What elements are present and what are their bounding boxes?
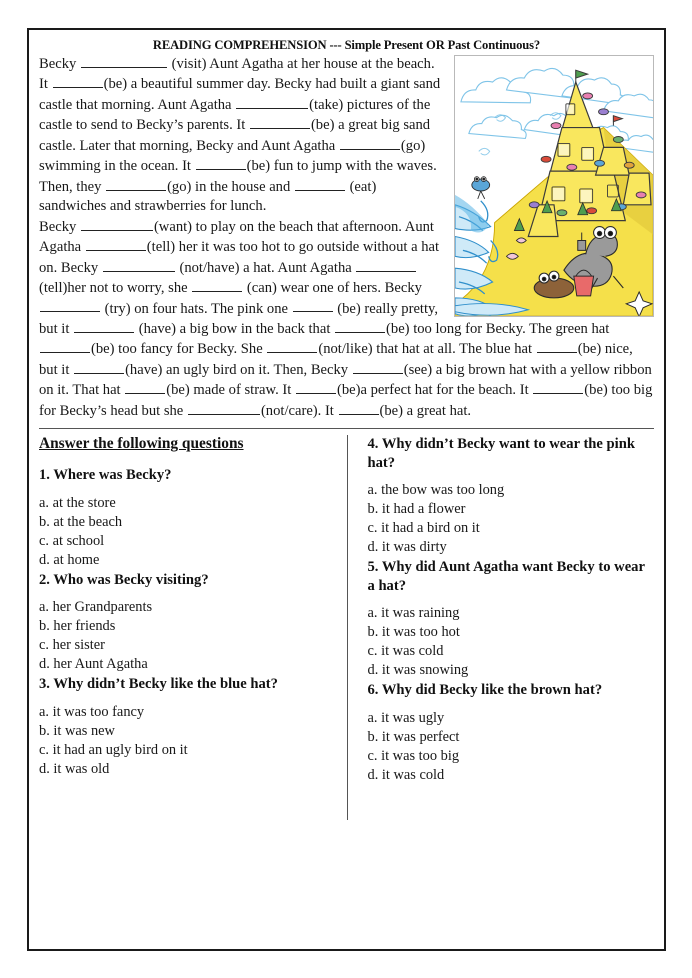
- choice-3d[interactable]: d. it was old: [39, 760, 110, 777]
- fill-in-blank[interactable]: [533, 380, 583, 394]
- choice-3b[interactable]: b. it was new: [39, 722, 115, 739]
- fill-in-blank[interactable]: [106, 177, 166, 191]
- fill-in-blank[interactable]: [340, 136, 400, 150]
- fill-in-blank[interactable]: [192, 278, 242, 292]
- questions-section: [39, 435, 654, 820]
- fill-in-blank[interactable]: [196, 156, 246, 170]
- choice-1a[interactable]: a. at the store: [39, 494, 116, 511]
- question-6-text: 6. Why did Becky like the brown hat?: [367, 682, 603, 699]
- choice-5b[interactable]: b. it was too hot: [367, 624, 460, 641]
- choice-1d[interactable]: d. at home: [39, 551, 100, 568]
- question-3-choices: [39, 703, 335, 779]
- choice-1b[interactable]: b. at the beach: [39, 513, 123, 530]
- choice-2c[interactable]: c. her sister: [39, 637, 105, 654]
- fill-in-blank[interactable]: [74, 319, 134, 333]
- illustration-svg: [455, 56, 653, 316]
- fill-in-blank[interactable]: [295, 177, 345, 191]
- fill-in-blank[interactable]: [267, 339, 317, 353]
- section-divider: [39, 428, 654, 429]
- choice-6a[interactable]: a. it was ugly: [367, 709, 445, 726]
- fill-in-blank[interactable]: [40, 299, 100, 313]
- page-title: READING COMPREHENSION --- Simple Present OR Past Continuous?: [152, 38, 541, 52]
- choice-6b[interactable]: b. it was perfect: [367, 728, 460, 745]
- story-paragraph-1: Becky (visit) Aunt Agatha at her house at the beach. It (be) a beautiful summer day. Becky had built a giant sand castle that morning. Aunt Agatha (take) pictures of the castle to send to Becky’s parents. It (be) a great big sand castle. Later that morning, Becky and Aunt Agatha (go) swimming in the ocean. It (be) fun to jump with the waves. Then, they (go) in the house and (eat) sandwiches and strawberries for lunch.: [39, 55, 441, 215]
- worksheet-border-frame: [27, 28, 666, 951]
- choice-3a[interactable]: a. it was too fancy: [39, 703, 145, 720]
- question-1-text: 1. Where was Becky?: [39, 467, 172, 484]
- choice-6d[interactable]: d. it was cold: [367, 766, 445, 783]
- fill-in-blank[interactable]: [250, 115, 310, 129]
- fill-in-blank[interactable]: [53, 74, 103, 88]
- answers-heading: Answer the following questions: [39, 435, 244, 453]
- question-block-3: [39, 675, 335, 779]
- question-block-1: [39, 466, 335, 570]
- choice-2a[interactable]: a. her Grandparents: [39, 599, 153, 616]
- question-2-choices: [39, 598, 335, 674]
- choice-4d[interactable]: d. it was dirty: [367, 539, 447, 556]
- fill-in-blank[interactable]: [537, 339, 577, 353]
- fill-in-blank[interactable]: [335, 319, 385, 333]
- fill-in-blank[interactable]: [125, 380, 165, 394]
- fill-in-blank[interactable]: [356, 258, 416, 272]
- story-paragraph-2: Becky (want) to play on the beach that afternoon. Aunt Agatha (tell) her it was too hot to go outside without a hat on. Becky (not/have) a hat. Aunt Agatha (tell)her not to worry, she (can) wear one of hers. Becky (try) on four hats. The pink one (be) really pretty, but it (have) a big bow in the back that (be) too long for Becky. The green hat (be) too fancy for Becky. She (not/like) that hat at all. The blue hat (be) nice, but it (have) an ugly bird on it. Then, Becky (see) a big brown hat with a yellow ribbon on it. That hat (be) made of straw. It (be)a perfect hat for the beach. It (be) too big for Becky’s head but she (not/care). It (be) a great hat.: [39, 218, 653, 419]
- fill-in-blank[interactable]: [74, 360, 124, 374]
- question-block-6: [368, 681, 651, 785]
- fill-in-blank[interactable]: [103, 258, 175, 272]
- choice-5a[interactable]: a. it was raining: [367, 605, 460, 622]
- questions-column-left: [39, 435, 347, 820]
- choice-5c[interactable]: c. it was cold: [367, 643, 444, 660]
- fill-in-blank[interactable]: [86, 237, 146, 251]
- choice-3c[interactable]: c. it had an ugly bird on it: [39, 741, 188, 758]
- fill-in-blank[interactable]: [353, 360, 403, 374]
- question-4-text: 4. Why didn’t Becky want to wear the pink hat?: [367, 436, 635, 471]
- fill-in-blank[interactable]: [296, 380, 336, 394]
- fill-in-blank[interactable]: [40, 339, 90, 353]
- question-2-text: 2. Who was Becky visiting?: [39, 571, 209, 588]
- fill-in-blank[interactable]: [81, 217, 153, 231]
- choice-2d[interactable]: d. her Aunt Agatha: [39, 656, 148, 673]
- choice-5d[interactable]: d. it was snowing: [367, 662, 469, 679]
- question-block-2: [39, 571, 335, 675]
- question-block-4: [368, 435, 651, 557]
- question-5-text: 5. Why did Aunt Agatha want Becky to wear a hat?: [367, 559, 645, 594]
- choice-6c[interactable]: c. it was too big: [367, 747, 460, 764]
- questions-column-right: [347, 435, 655, 820]
- choice-4c[interactable]: c. it had a bird on it: [367, 520, 480, 537]
- fill-in-blank[interactable]: [188, 401, 260, 415]
- fill-in-blank[interactable]: [81, 54, 167, 68]
- question-1-choices: [39, 494, 335, 570]
- fill-in-blank[interactable]: [339, 401, 379, 415]
- fill-in-blank[interactable]: [236, 95, 308, 109]
- fill-in-blank[interactable]: [293, 299, 333, 313]
- choice-4b[interactable]: b. it had a flower: [367, 501, 466, 518]
- question-5-choices: [368, 604, 651, 680]
- sandcastle-beach-illustration: [454, 55, 654, 317]
- question-4-choices: [368, 481, 651, 557]
- question-3-text: 3. Why didn’t Becky like the blue hat?: [39, 676, 278, 693]
- choice-1c[interactable]: c. at school: [39, 532, 105, 549]
- choice-4a[interactable]: a. the bow was too long: [367, 482, 505, 499]
- choice-2b[interactable]: b. her friends: [39, 618, 116, 635]
- question-block-5: [368, 558, 651, 680]
- question-6-choices: [368, 709, 651, 785]
